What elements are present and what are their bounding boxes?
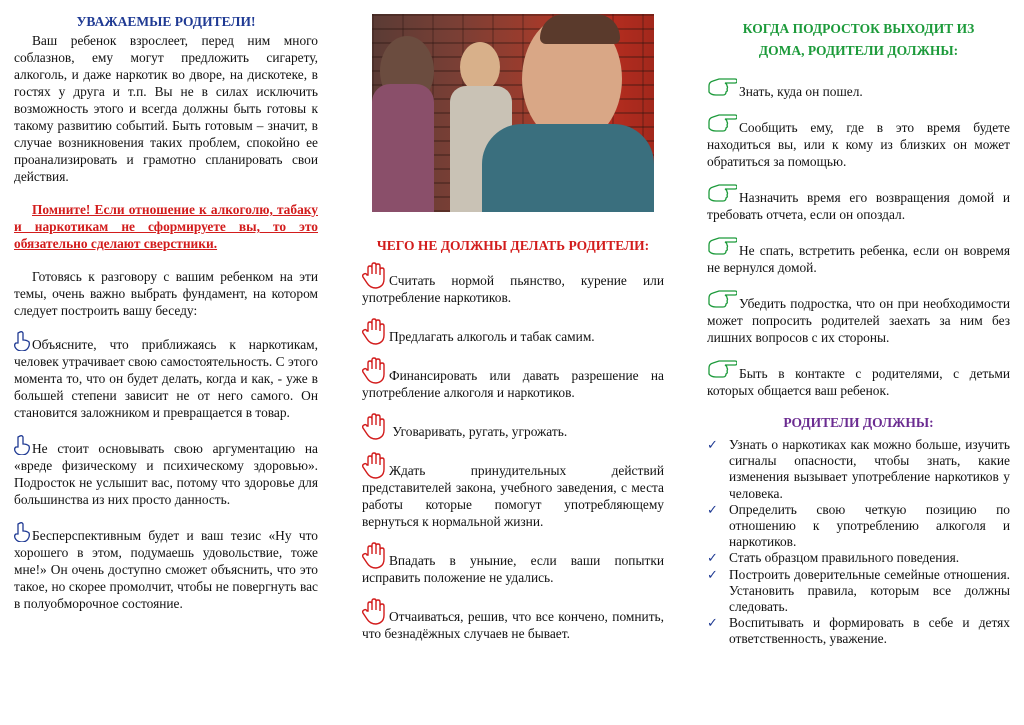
right-list-item: [707, 78, 1010, 100]
warning-paragraph: Помните! Если отношение к алкоголю, табаку и наркотикам не сформируете вы, то это обязательно сделают сверстники.: [14, 202, 318, 251]
pointing-right-finger-icon: [707, 360, 737, 378]
check-item-text: Стать образцом правильного поведения.: [729, 550, 960, 566]
right-list-item: [707, 114, 1010, 170]
raised-hand-icon: [362, 413, 387, 440]
raised-hand-icon: [362, 452, 387, 479]
right-heading-line2: ДОМА, РОДИТЕЛИ ДОЛЖНЫ:: [758, 43, 959, 58]
middle-item-text: Предлагать алкоголь и табак самим.: [389, 329, 595, 344]
middle-item-text: Ждать принудительных действий представителей закона, учебного заведения, с места работы которые помогут употребляющему вернуться к нормальной жизни.: [362, 463, 664, 529]
pointing-up-finger-icon: [14, 522, 31, 542]
right-list-item: [707, 184, 1010, 223]
right-subheading: РОДИТЕЛИ ДОЛЖНЫ:: [783, 415, 934, 430]
left-list-item: [14, 435, 318, 508]
checkmark-icon: ✓: [707, 501, 718, 517]
check-item: [707, 502, 1010, 551]
prep-paragraph: Готовясь к разговору с вашим ребенком на эти темы, очень важно выбрать фундамент, на котором следует построить вашу беседу:: [14, 269, 318, 318]
right-item-text: Назначить время его возвращения домой и требовать отчета, если он опоздал.: [707, 190, 1010, 222]
left-item-text: Объясните, что приближаясь к наркотикам, человек утрачивает свою самостоятельность. С этого момента то, что он будет делать, когда и как, - уже в большей степени зависит не от него самого. Он становится заложником и превращается в товар.: [14, 337, 318, 420]
middle-list-item: [362, 542, 664, 586]
checkmark-icon: ✓: [707, 550, 718, 566]
right-item-text: Убедить подростка, что он при необходимости может попросить родителей заехать за ним без лишних вопросов с их стороны.: [707, 296, 1010, 345]
middle-item-text: Уговаривать, ругать, угрожать.: [389, 424, 568, 439]
middle-column: [362, 0, 664, 725]
left-list-item: [14, 331, 318, 421]
middle-item-text: Финансировать или давать разрешение на употребление алкоголя и наркотиков.: [362, 368, 664, 400]
middle-heading: ЧЕГО НЕ ДОЛЖНЫ ДЕЛАТЬ РОДИТЕЛИ:: [376, 238, 650, 253]
right-item-text: Быть в контакте с родителями, с детьми которых общается ваш ребенок.: [707, 366, 1010, 398]
check-item-text: Воспитывать и формировать в себе и детях ответственность, уважение.: [729, 615, 1010, 647]
raised-hand-icon: [362, 357, 387, 384]
right-heading: [707, 18, 1010, 62]
check-item: [707, 567, 1010, 616]
middle-list-item: [362, 262, 664, 306]
teenagers-photo: [372, 14, 654, 212]
pointing-up-finger-icon: [14, 331, 31, 351]
pointing-right-finger-icon: [707, 78, 737, 96]
right-item-text: Сообщить ему, где в это время будете находиться вы, или к кому из близких он может обратиться за помощью.: [707, 120, 1010, 169]
middle-item-text: Считать нормой пьянство, курение или употребление наркотиков.: [362, 273, 664, 305]
middle-list-item: [362, 598, 664, 642]
middle-list-item: [362, 413, 664, 440]
checkmark-icon: ✓: [707, 437, 718, 452]
right-heading-line1: КОГДА ПОДРОСТОК ВЫХОДИТ ИЗ: [742, 21, 975, 36]
left-heading: УВАЖАЕМЫЕ РОДИТЕЛИ!: [76, 14, 256, 29]
left-list-item: [14, 522, 318, 612]
left-column: [14, 0, 318, 725]
pointing-right-finger-icon: [707, 184, 737, 202]
middle-item-text: Отчаиваться, решив, что все кончено, помнить, что безнадёжных случаев не бывает.: [362, 609, 664, 641]
middle-list-item: [362, 318, 664, 345]
right-column: [707, 0, 1010, 725]
right-list-item: [707, 360, 1010, 399]
pointing-right-finger-icon: [707, 237, 737, 255]
checkmark-icon: ✓: [707, 615, 718, 631]
checkmark-icon: ✓: [707, 566, 718, 582]
left-item-text: Бесперспективным будет и ваш тезис «Ну что хорошего в этом, подумаешь удовольствие, тоже мне!» Он очень доступно сможет объяснить, что это такое, но скорее промолчит, чтобы не повергнуть вас в полуобморочное состояние.: [14, 528, 318, 611]
pointing-up-finger-icon: [14, 435, 31, 455]
middle-item-text: Впадать в уныние, если ваши попытки исправить положение не удались.: [362, 553, 664, 585]
parents-must-list: [707, 437, 1010, 648]
pointing-right-finger-icon: [707, 290, 737, 308]
check-item: [707, 437, 1010, 502]
check-item: [707, 550, 1010, 566]
right-list-item: [707, 290, 1010, 346]
check-item-text: Определить свою четкую позицию по отношению к употреблению алкоголя и наркотиков.: [729, 501, 1010, 550]
raised-hand-icon: [362, 318, 387, 345]
intro-paragraph: Ваш ребенок взрослеет, перед ним много соблазнов, ему могут предложить сигарету, алкоголь, и даже наркотик во дворе, на дискотеке, в гостях у друга и т.п. Вы не в силах исключить возможность этого и всегда должны быть готовы к такому развитию событий. Быть готовым – значит, в случае возникновения таких проблем, спокойно ее проанализировать и грамотно спланировать свои действия.: [14, 33, 318, 184]
middle-list-item: [362, 452, 664, 530]
raised-hand-icon: [362, 542, 387, 569]
right-list-item: [707, 237, 1010, 276]
right-item-text: Не спать, встретить ребенка, если он вовремя не вернулся домой.: [707, 243, 1010, 275]
left-item-text: Не стоит основывать свою аргументацию на «вреде физическому и психическому здоровью». Подросток не услышит вас, потому что здоровье для большинства из них просто данность.: [14, 441, 318, 507]
check-item: [707, 615, 1010, 647]
pointing-right-finger-icon: [707, 114, 737, 132]
right-item-text: Знать, куда он пошел.: [739, 84, 863, 99]
middle-list-item: [362, 357, 664, 401]
raised-hand-icon: [362, 262, 387, 289]
raised-hand-icon: [362, 598, 387, 625]
check-item-text: Узнать о наркотиках как можно больше, изучить сигналы опасности, чтобы знать, какие изменения вызывает употребление наркотиков у человека.: [729, 437, 1010, 501]
check-item-text: Построить доверительные семейные отношения. Установить правила, которым все должны следовать.: [729, 566, 1010, 615]
